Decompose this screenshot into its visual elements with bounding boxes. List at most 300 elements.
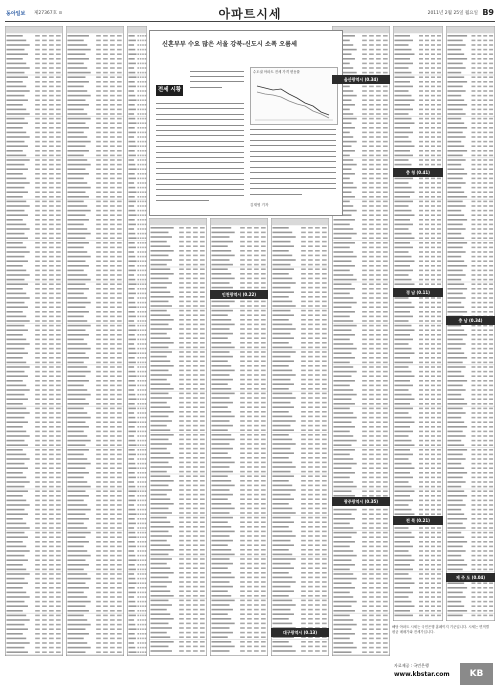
table-row-value (96, 348, 101, 350)
table-row-value (56, 389, 61, 391)
table-row-value (376, 371, 381, 373)
table-row-value (240, 434, 245, 436)
table-row-value (142, 633, 144, 635)
table-row-value (200, 370, 205, 372)
table-row-value (369, 481, 374, 483)
table-row-value (425, 504, 429, 506)
table-row-name (68, 132, 84, 134)
table-row-value (425, 610, 429, 612)
table-row-value (186, 609, 191, 611)
table-row-value (308, 397, 313, 399)
table-row-value (42, 109, 47, 111)
table-row-value (419, 578, 423, 580)
table-row-value (200, 245, 205, 247)
table-row-value (186, 429, 191, 431)
table-row-value (179, 558, 184, 560)
table-row-name (395, 63, 414, 65)
table-row-value (49, 431, 54, 433)
table-row-value (419, 311, 423, 313)
table-row-name (212, 360, 228, 362)
table-row-value (110, 155, 115, 157)
table-row-value (308, 360, 313, 362)
table-row-value (362, 357, 367, 359)
table-row-value (483, 95, 487, 97)
table-row-value (49, 454, 54, 456)
table-row-value (322, 227, 327, 229)
table-row-value (140, 412, 142, 414)
table-row-value (142, 67, 144, 69)
table-row-name (334, 362, 350, 364)
table-row-value (308, 448, 313, 450)
table-row-value (103, 40, 108, 42)
table-row-value (308, 503, 313, 505)
table-row-value (471, 104, 475, 106)
table-row-name (395, 362, 414, 364)
table-row-name (68, 141, 91, 143)
table-row-value (369, 320, 374, 322)
table-row-value (35, 49, 40, 51)
table-row-name (129, 297, 135, 299)
table-row-value (301, 383, 306, 385)
table-row-value (179, 627, 184, 629)
table-row-value (142, 513, 144, 515)
table-row-value (103, 279, 108, 281)
table-row-value (56, 155, 61, 157)
table-row-value (261, 370, 266, 372)
table-row-value (376, 536, 381, 538)
table-row-name (68, 270, 84, 272)
table-row-value (96, 104, 101, 106)
table-row-name (334, 233, 357, 235)
table-row-name (151, 439, 169, 441)
table-row-value (471, 63, 475, 65)
table-row-value (137, 297, 139, 299)
table-row-value (110, 504, 115, 506)
table-row-value (383, 417, 388, 419)
table-row-name (7, 49, 25, 51)
table-row-value (322, 462, 327, 464)
table-row-value (56, 104, 61, 106)
table-row-name (151, 517, 167, 519)
table-row-value (110, 293, 115, 295)
table-row-value (117, 500, 122, 502)
table-row-value (471, 44, 475, 46)
table-row-value (376, 352, 381, 354)
table-row-value (261, 324, 266, 326)
table-row-value (145, 173, 147, 175)
table-row-value (96, 329, 101, 331)
table-row-value (437, 35, 441, 37)
table-row-value (322, 590, 327, 592)
table-row-value (425, 343, 429, 345)
table-row-value (56, 58, 61, 60)
table-row-name (151, 466, 172, 468)
table-row-value (362, 109, 367, 111)
table-row-value (308, 563, 313, 565)
table-row-value (419, 582, 423, 584)
table-row-value (419, 352, 423, 354)
table-row-value (383, 109, 388, 111)
table-row-value (142, 279, 144, 281)
table-row-value (142, 454, 144, 456)
table-row-value (315, 586, 320, 588)
table-row-value (425, 302, 429, 304)
table-row-value (35, 247, 40, 249)
table-row-value (35, 136, 40, 138)
table-row-value (437, 274, 441, 276)
table-row-name (212, 264, 233, 266)
table-row-value (96, 242, 101, 244)
table-row-name (151, 448, 167, 450)
table-row-value (117, 302, 122, 304)
table-row-value (376, 283, 381, 285)
table-row-value (419, 63, 423, 65)
table-row-value (301, 420, 306, 422)
table-row-value (240, 443, 245, 445)
table-row-name (212, 595, 232, 597)
table-row-value (431, 233, 435, 235)
table-row-value (140, 573, 142, 575)
table-row-name (395, 449, 411, 451)
table-row-value (315, 641, 320, 643)
table-row-value (110, 302, 115, 304)
table-row-value (186, 517, 191, 519)
table-row-value (140, 490, 142, 492)
table-row-value (247, 268, 252, 270)
table-row-name (129, 233, 136, 235)
table-row-value (137, 58, 139, 60)
table-row-value (96, 541, 101, 543)
table-row-value (145, 343, 147, 345)
table-row-name (151, 540, 167, 542)
table-row-name (7, 628, 28, 630)
table-row-value (437, 495, 441, 497)
table-row-value (254, 268, 259, 270)
table-row-value (362, 431, 367, 433)
table-row-value (96, 605, 101, 607)
table-row-value (110, 486, 115, 488)
table-row-value (42, 518, 47, 520)
table-row-name (68, 58, 89, 60)
table-row-value (240, 324, 245, 326)
table-row-value (489, 127, 493, 129)
table-row-value (322, 489, 327, 491)
table-row-name (395, 35, 411, 37)
table-row-value (240, 494, 245, 496)
table-row-value (431, 265, 435, 267)
table-row-name (273, 241, 291, 243)
table-row-value (362, 371, 367, 373)
table-row-value (35, 647, 40, 649)
table-row-value (425, 260, 429, 262)
listing-table-3 (127, 26, 147, 656)
table-row-value (431, 573, 435, 575)
table-row-value (56, 109, 61, 111)
table-row-value (42, 592, 47, 594)
table-row-value (419, 95, 423, 97)
table-row-name (129, 371, 136, 373)
table-row-value (383, 247, 388, 249)
table-row-value (56, 122, 61, 124)
table-row-name (7, 375, 28, 377)
table-row-name (395, 164, 412, 166)
table-row-name (7, 458, 30, 460)
table-row-value (42, 615, 47, 617)
table-row-value (103, 187, 108, 189)
table-row-value (200, 301, 205, 303)
table-row-value (261, 475, 266, 477)
table-row-name (129, 316, 136, 318)
table-row-value (179, 319, 184, 321)
table-row-name (212, 604, 230, 606)
table-row-value (110, 164, 115, 166)
table-row-value (419, 467, 423, 469)
table-row-name (7, 408, 27, 410)
table-row-name (7, 104, 23, 106)
table-row-value (56, 325, 61, 327)
table-row-value (117, 168, 122, 170)
table-row-name (151, 374, 172, 376)
table-row-value (137, 569, 139, 571)
table-row-value (56, 394, 61, 396)
table-row-value (103, 205, 108, 207)
table-row-name (395, 58, 411, 60)
table-row-value (261, 439, 266, 441)
table-row-value (247, 641, 252, 643)
table-row-name (151, 282, 172, 284)
table-row-value (322, 443, 327, 445)
table-row-value (419, 385, 423, 387)
table-row-value (308, 623, 313, 625)
table-row-value (140, 481, 142, 483)
table-row-value (425, 219, 429, 221)
table-row-value (308, 595, 313, 597)
table-row-value (35, 182, 40, 184)
table-row-value (376, 53, 381, 55)
table-row-name (129, 113, 135, 115)
table-row-value (193, 305, 198, 307)
table-row-value (110, 366, 115, 368)
table-row-value (137, 412, 139, 414)
table-row-value (56, 467, 61, 469)
table-row-value (383, 53, 388, 55)
table-row-value (110, 329, 115, 331)
table-row-name (129, 380, 135, 382)
table-row-value (117, 164, 122, 166)
table-row-value (193, 563, 198, 565)
publication-date: 2011년 2월 25일 월요일 (427, 11, 478, 16)
table-row-value (186, 646, 191, 648)
table-row-value (56, 357, 61, 359)
table-row-name (273, 439, 293, 441)
table-row-value (49, 329, 54, 331)
table-row-name (151, 600, 169, 602)
table-row-name (68, 145, 86, 147)
table-row-value (376, 389, 381, 391)
table-row-value (437, 550, 441, 552)
table-row-value (96, 86, 101, 88)
table-row-name (273, 232, 293, 234)
table-row-value (261, 567, 266, 569)
table-row-value (103, 302, 108, 304)
table-row-name (68, 352, 86, 354)
table-row-name (129, 403, 135, 405)
table-row-value (140, 362, 142, 364)
table-row-value (96, 164, 101, 166)
table-row-name (7, 541, 23, 543)
table-row-value (376, 256, 381, 258)
table-row-name (395, 256, 412, 258)
table-row-name (7, 343, 30, 345)
table-row-name (212, 268, 228, 270)
table-row-value (431, 343, 435, 345)
table-row-value (96, 159, 101, 161)
table-row-value (186, 278, 191, 280)
table-row-value (376, 541, 381, 543)
table-row-value (35, 219, 40, 221)
table-row-value (137, 564, 139, 566)
table-row-name (334, 440, 357, 442)
table-row-value (362, 325, 367, 327)
table-row-value (362, 619, 367, 621)
table-row-name (212, 646, 235, 648)
table-row-value (369, 518, 374, 520)
table-row-value (489, 53, 493, 55)
table-row-value (179, 494, 184, 496)
table-row-name (7, 454, 27, 456)
table-row-value (110, 316, 115, 318)
table-row-value (261, 503, 266, 505)
table-row-name (151, 255, 169, 257)
table-row-name (395, 421, 415, 423)
table-row-name (212, 365, 232, 367)
table-row-name (395, 205, 409, 207)
table-row-value (425, 527, 429, 529)
table-row-value (140, 196, 142, 198)
table-row-value (110, 219, 115, 221)
table-row-value (145, 421, 147, 423)
table-row-value (142, 624, 144, 626)
table-row-value (383, 564, 388, 566)
table-row-name (7, 178, 27, 180)
table-row-value (103, 426, 108, 428)
table-row-value (35, 610, 40, 612)
table-row-value (308, 241, 313, 243)
table-row-value (425, 40, 429, 42)
table-row-value (477, 99, 481, 101)
table-row-value (200, 508, 205, 510)
table-row-value (35, 394, 40, 396)
table-row-value (322, 623, 327, 625)
table-row-value (425, 191, 429, 193)
table-row-value (425, 426, 429, 428)
table-row-value (137, 633, 139, 635)
table-row-name (334, 302, 357, 304)
table-row-value (110, 265, 115, 267)
table-row-value (35, 283, 40, 285)
table-row-value (186, 287, 191, 289)
table-row-value (142, 86, 144, 88)
table-row-name (7, 504, 30, 506)
table-row-name (68, 316, 84, 318)
table-row-value (179, 636, 184, 638)
table-row-value (383, 596, 388, 598)
table-row-value (137, 638, 139, 640)
table-row-value (247, 278, 252, 280)
table-row-name (395, 541, 411, 543)
table-row-value (315, 420, 320, 422)
table-row-value (103, 421, 108, 423)
table-row-value (308, 282, 313, 284)
table-row-value (425, 458, 429, 460)
table-row-value (247, 494, 252, 496)
table-row-value (301, 581, 306, 583)
table-row-value (193, 397, 198, 399)
table-row-value (193, 618, 198, 620)
table-row-value (362, 398, 367, 400)
table-row-value (247, 590, 252, 592)
table-row-value (145, 490, 147, 492)
table-row-name (68, 334, 89, 336)
table-row-value (489, 141, 493, 143)
table-row-value (137, 463, 139, 465)
table-row-value (369, 219, 374, 221)
table-row-value (35, 431, 40, 433)
table-row-name (334, 316, 350, 318)
table-row-value (35, 527, 40, 529)
table-row-value (362, 288, 367, 290)
table-row-value (110, 210, 115, 212)
table-row-value (117, 592, 122, 594)
table-row-value (145, 500, 147, 502)
table-row-value (193, 370, 198, 372)
table-row-value (431, 504, 435, 506)
table-row-value (425, 596, 429, 598)
table-row-value (103, 316, 108, 318)
table-row-name (151, 351, 172, 353)
table-row-name (129, 150, 135, 152)
table-row-value (437, 49, 441, 51)
table-row-value (35, 164, 40, 166)
table-row-name (334, 486, 357, 488)
table-row-value (471, 49, 475, 51)
table-row-value (117, 113, 122, 115)
table-row-value (437, 412, 441, 414)
table-row-name (212, 618, 232, 620)
table-row-value (142, 44, 144, 46)
table-row-value (383, 256, 388, 258)
table-row-value (35, 53, 40, 55)
table-row-value (240, 406, 245, 408)
table-row-value (425, 297, 429, 299)
table-row-value (142, 325, 144, 327)
table-row-value (425, 279, 429, 281)
table-row-name (212, 480, 232, 482)
table-row-value (193, 498, 198, 500)
table-row-value (419, 283, 423, 285)
table-row-value (179, 374, 184, 376)
table-row-value (117, 578, 122, 580)
table-row-name (129, 527, 135, 529)
table-row-name (212, 494, 233, 496)
table-row-value (35, 642, 40, 644)
table-row-name (273, 397, 296, 399)
table-row-name (151, 310, 167, 312)
table-row-value (179, 305, 184, 307)
table-row-name (68, 454, 84, 456)
table-row-value (425, 283, 429, 285)
table-row-value (261, 379, 266, 381)
